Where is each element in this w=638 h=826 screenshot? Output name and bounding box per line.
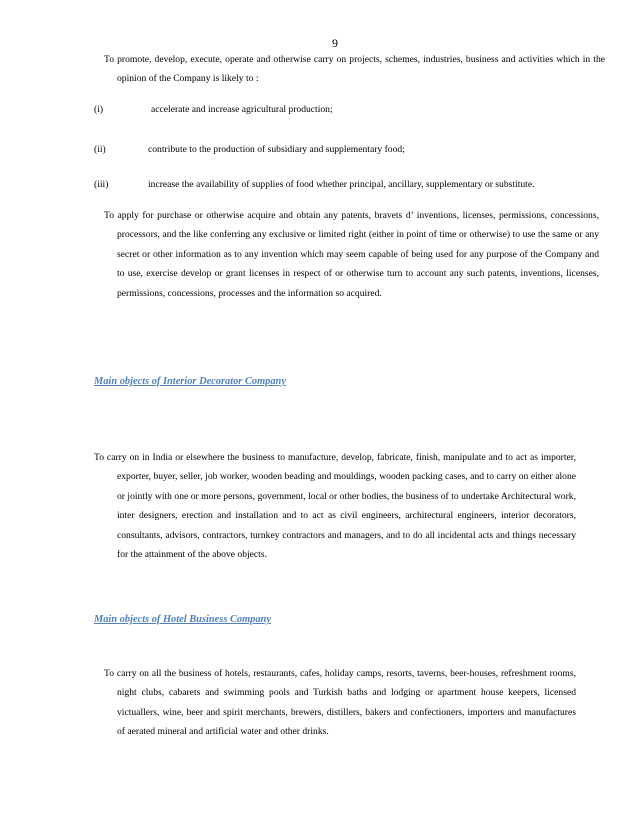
section-heading-interior-decorator: Main objects of Interior Decorator Company <box>94 376 286 387</box>
section-heading-hotel-business: Main objects of Hotel Business Company <box>94 614 271 625</box>
list-item-number: (i) <box>94 104 104 115</box>
patents-paragraph: To apply for purchase or otherwise acquire and obtain any patents, bravets d’ inventions, licenses, permissions, concessions, processors, and the like conferring any exclusive or limited right (either in point of time or otherwise) to use the same or any secret or other information as to any invention which may seem capable of being used for any purpose of the Company and to use, exercise develop or grant licenses in respect of or otherwise turn to account any such patents, inventions, licenses, permissions, concessions, processes and the information so acquired. <box>104 210 599 299</box>
list-item-2 <box>94 143 594 157</box>
list-item-1 <box>94 103 594 117</box>
list-item-number: (ii) <box>94 144 106 155</box>
list-item-text: increase the availability of supplies of food whether principal, ancillary, supplementary or substitute. <box>148 179 535 190</box>
list-item-3 <box>94 178 594 192</box>
interior-decorator-paragraph: To carry on in India or elsewhere the business to manufacture, develop, fabricate, finish, manipulate and to act as importer, exporter, buyer, seller, job worker, wooden beading and mouldings, wooden packing cases, and to carry on either alone or jointly with one or more persons, government, local or other bodies, the business of to undertake Architectural work, inter designers, erection and installation and to act as civil engineers, architectural engineers, interior decorators, consultants, advisors, contractors, turnkey contractors and managers, and to do all incidental acts and things necessary for the attainment of the above objects. <box>94 452 576 561</box>
intro-paragraph: To promote, develop, execute, operate and otherwise carry on projects, schemes, industries, business and activities which in the opinion of the Company is likely to : <box>104 54 605 85</box>
hotel-business-paragraph: To carry on all the business of hotels, restaurants, cafes, holiday camps, resorts, taverns, beer-houses, refreshment rooms, night clubs, cabarets and swimming pools and Turkish baths and lodging or apartment house keepers, licensed victuallers, wine, beer and spirit merchants, brewers, distillers, bakers and confectioners, importers and manufactures of aerated mineral and artificial water and other drinks. <box>104 668 576 738</box>
list-item-text: accelerate and increase agricultural production; <box>151 104 333 115</box>
page-number: 9 <box>332 36 338 50</box>
list-item-text: contribute to the production of subsidiary and supplementary food; <box>148 144 405 155</box>
list-item-number: (iii) <box>94 179 109 190</box>
